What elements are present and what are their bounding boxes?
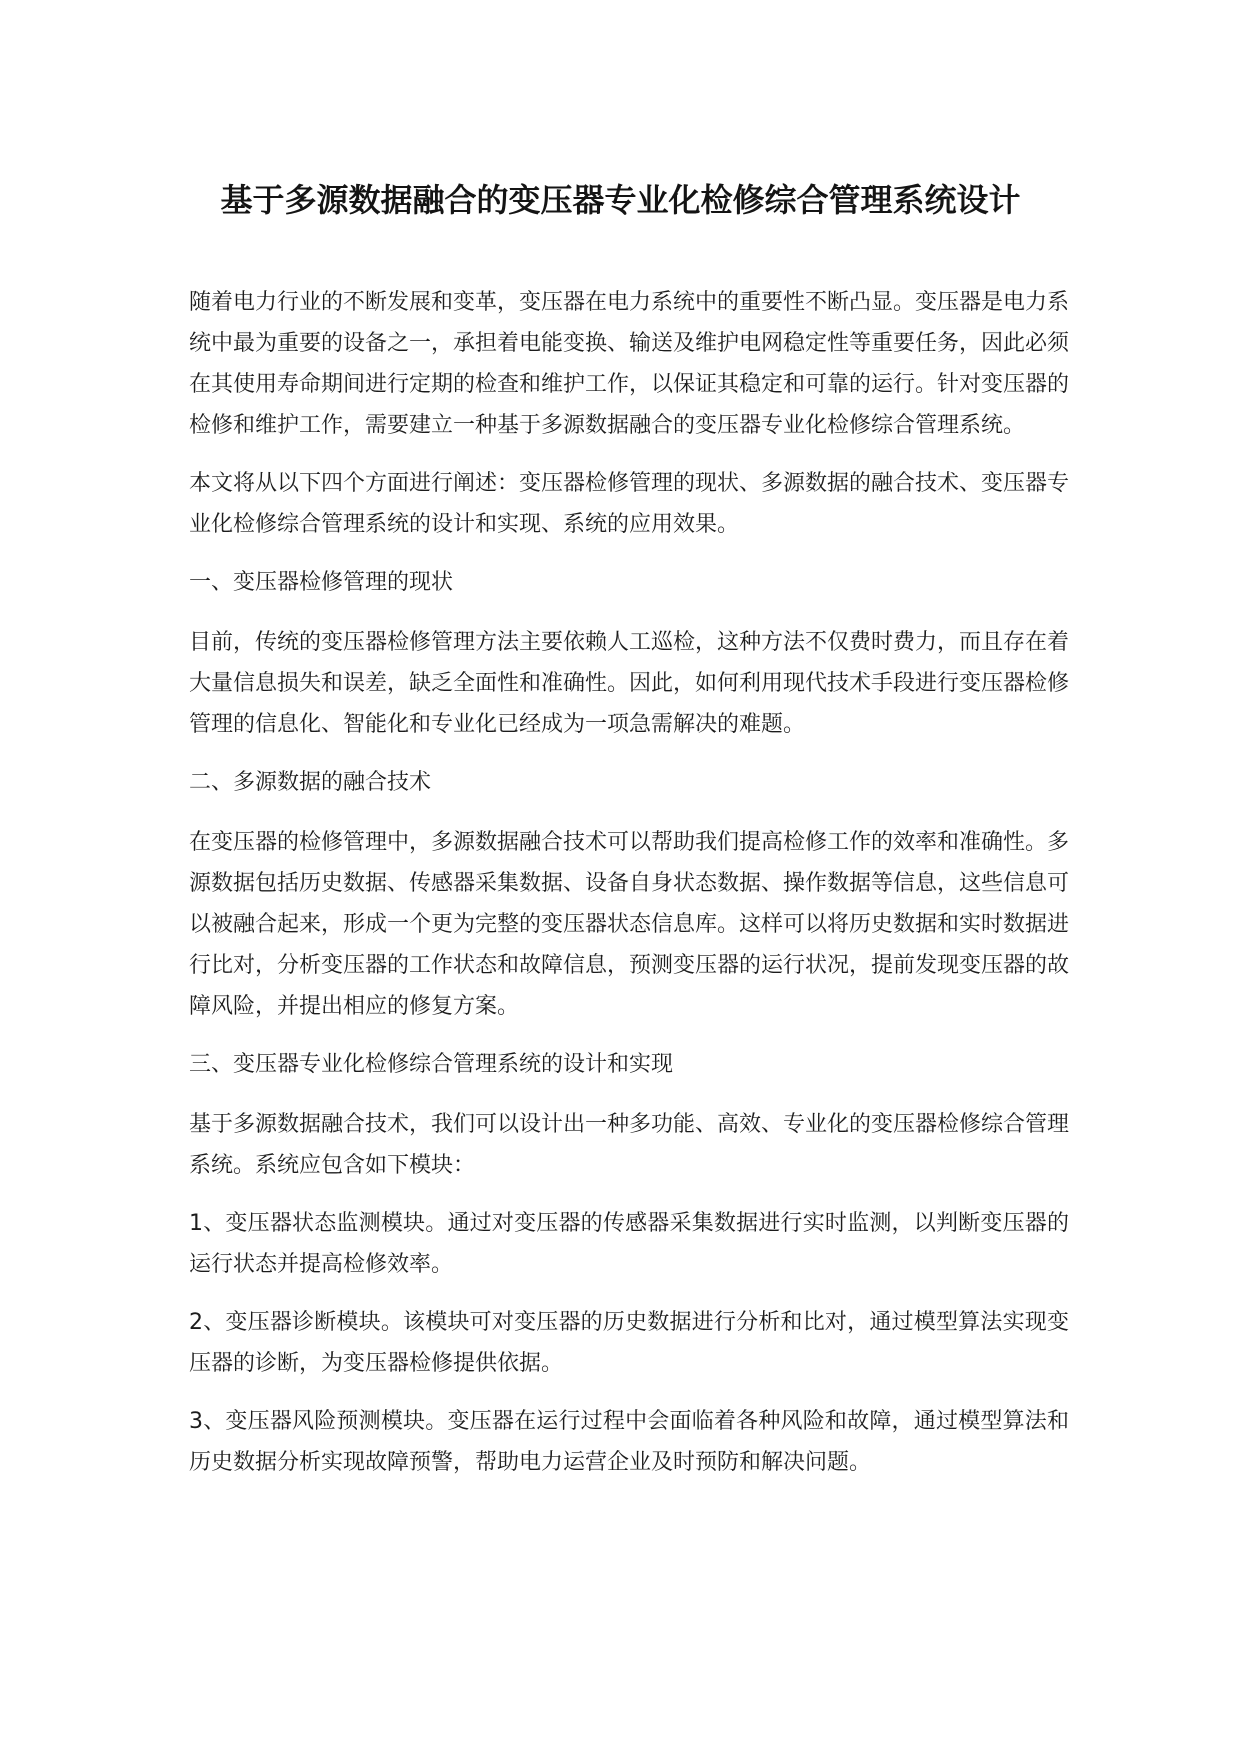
paragraph-current-status: 目前，传统的变压器检修管理方法主要依赖人工巡检，这种方法不仅费时费力，而且存在着大量信息损失和误差，缺乏全面性和准确性。因此，如何利用现代技术手段进行变压器检修管理的信息化、智能化和专业化已经成为一项急需解决的难题。: [189, 630, 1070, 737]
paragraph-intro: 随着电力行业的不断发展和变革，变压器在电力系统中的重要性不断凸显。变压器是电力系统中最为重要的设备之一，承担着电能变换、输送及维护电网稳定性等重要任务，因此必须在其使用寿命期间进行定期的检查和维护工作，以保证其稳定和可靠的运行。针对变压器的检修和维护工作，需要建立一种基于多源数据融合的变压器专业化检修综合管理系统。: [189, 290, 1070, 438]
list-item-diagnosis-module: 2、变压器诊断模块。该模块可对变压器的历史数据进行分析和比对，通过模型算法实现变压器的诊断，为变压器检修提供依据。: [189, 1310, 1069, 1376]
section-heading-1: 一、变压器检修管理的现状: [189, 570, 454, 595]
document-body: [189, 282, 1069, 1500]
section-heading-2: 二、多源数据的融合技术: [189, 770, 432, 795]
document-title: 基于多源数据融合的变压器专业化检修综合管理系统设计: [220, 181, 1021, 219]
paragraph-outline: 本文将从以下四个方面进行阐述：变压器检修管理的现状、多源数据的融合技术、变压器专业化检修综合管理系统的设计和实现、系统的应用效果。: [189, 471, 1070, 537]
section-heading-3: 三、变压器专业化检修综合管理系统的设计和实现: [189, 1052, 674, 1077]
list-item-monitoring-module: 1、变压器状态监测模块。通过对变压器的传感器采集数据进行实时监测，以判断变压器的运行状态并提高检修效率。: [189, 1211, 1069, 1277]
paragraph-system-design: 基于多源数据融合技术，我们可以设计出一种多功能、高效、专业化的变压器检修综合管理系统。系统应包含如下模块：: [189, 1112, 1070, 1178]
list-item-risk-module: 3、变压器风险预测模块。变压器在运行过程中会面临着各种风险和故障，通过模型算法和历史数据分析实现故障预警，帮助电力运营企业及时预防和解决问题。: [189, 1409, 1069, 1475]
paragraph-fusion-tech: 在变压器的检修管理中，多源数据融合技术可以帮助我们提高检修工作的效率和准确性。多源数据包括历史数据、传感器采集数据、设备自身状态数据、操作数据等信息，这些信息可以被融合起来，形成一个更为完整的变压器状态信息库。这样可以将历史数据和实时数据进行比对，分析变压器的工作状态和故障信息，预测变压器的运行状况，提前发现变压器的故障风险，并提出相应的修复方案。: [189, 830, 1070, 1019]
